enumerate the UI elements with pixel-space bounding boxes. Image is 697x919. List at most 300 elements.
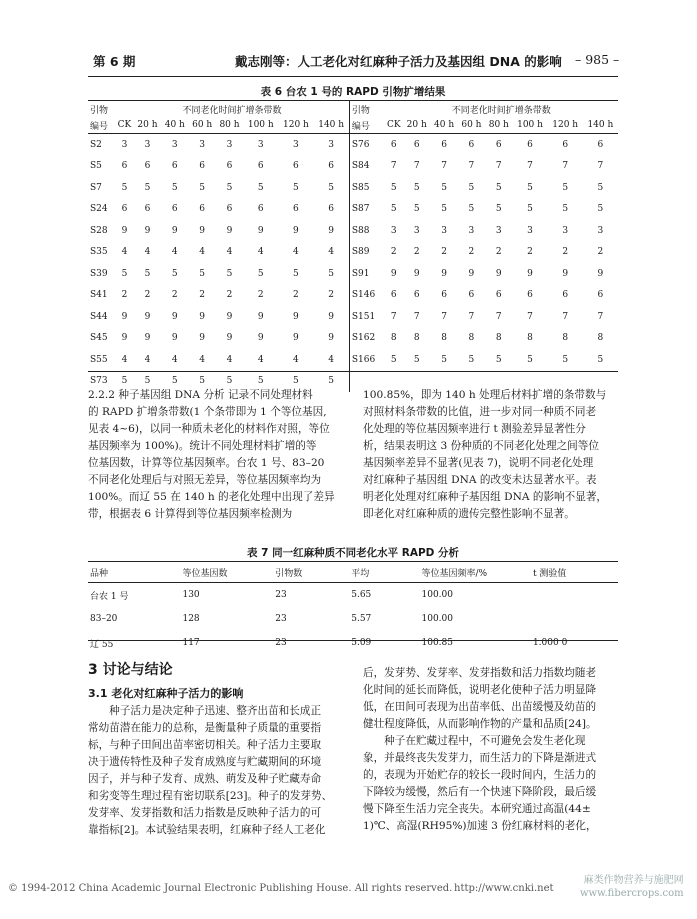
band-count: 6	[314, 156, 350, 178]
band-count: 5	[171, 182, 178, 193]
band-count: 6	[468, 139, 475, 150]
group-label-right: 不同老化时间扩增条带数	[451, 105, 551, 116]
band-count: 2	[121, 290, 128, 301]
band-count: 5	[468, 182, 475, 193]
band-count: 7	[413, 161, 420, 172]
text-line: 100.85%，即为 140 h 处理后材料扩增的条带数与	[363, 389, 607, 401]
band-count: 5	[390, 204, 397, 215]
band-count: 5	[314, 177, 350, 199]
band-count: 6	[199, 204, 206, 215]
table7-cell: 台农 1 号	[90, 591, 129, 602]
text-line: 标，与种子田间出苗率密切相关。种子活力主要取	[88, 739, 322, 751]
band-count: 9	[562, 268, 569, 279]
table7	[88, 562, 618, 655]
band-count: 8	[468, 333, 475, 344]
band-count: 2	[171, 290, 178, 301]
band-count: 5	[171, 268, 178, 279]
band-count: 3	[314, 134, 350, 156]
id-label-right: 编号	[349, 117, 384, 134]
band-count: 5	[121, 376, 128, 387]
band-count: 2	[226, 290, 233, 301]
text-line: 的 RAPD 扩增条带数(1 个条带即为 1 个等位基因,	[88, 406, 327, 418]
band-count: 3	[121, 139, 128, 150]
band-count: 5	[495, 182, 502, 193]
band-count: 2	[468, 247, 475, 258]
table-row	[88, 199, 618, 221]
band-count: 3	[413, 225, 420, 236]
section-2-2-2-left	[88, 387, 344, 523]
table7-cell: 130	[182, 590, 200, 600]
primer-id: S146	[351, 290, 376, 301]
section-3-heading: 3 讨论与结论	[88, 662, 173, 678]
band-count: 4	[171, 247, 178, 258]
band-count: 5	[441, 204, 447, 215]
band-count: 2	[527, 247, 533, 258]
table7-cell: 83–20	[90, 614, 118, 624]
primer-id: S85	[351, 182, 370, 193]
band-count: 5	[121, 268, 128, 279]
col-header: 40 h	[161, 117, 188, 134]
table7-caption: 表 7 同一红麻种质不同老化水平 RAPD 分析	[246, 547, 460, 559]
band-count: 4	[199, 247, 206, 258]
text-line: 种子活力是决定种子迅速、整齐出苗和长成正	[88, 705, 322, 717]
band-count: 5	[390, 354, 397, 365]
primer-id: S35	[90, 247, 108, 258]
text-line: 2.2.2 种子基因组 DNA 分析 记录不同处理材料	[88, 389, 313, 401]
table7-cell: 1.000 0	[532, 638, 568, 648]
text-line: 化处理的等位基因频率进行 t 测验差异显著性分	[363, 423, 586, 435]
band-count: 5	[226, 182, 233, 193]
band-count: 6	[495, 290, 502, 301]
table-row	[88, 349, 618, 371]
col-header: 品种	[88, 562, 180, 583]
col-header: 100 h	[512, 117, 547, 134]
col-header: 20 h	[134, 117, 161, 134]
band-count: 5	[314, 263, 350, 285]
col-header: CK	[384, 117, 403, 134]
text-line: 下降较为缓慢，然后有一个快速下降阶段，最后缓	[363, 786, 597, 798]
band-count: 2	[562, 247, 569, 258]
text-line: 见表 4~6)，以同一种质未老化的材料作对照，等位	[88, 423, 330, 435]
band-count: 5	[495, 354, 502, 365]
text-line: 后，发芽势、发芽率、发芽指数和活力指数均随老	[363, 667, 597, 679]
band-count: 6	[314, 199, 350, 221]
primer-id: S41	[90, 290, 108, 301]
table-row	[88, 607, 618, 631]
band-count: 7	[468, 161, 475, 172]
table-row	[88, 285, 618, 307]
primer-id: S73	[90, 376, 108, 387]
band-count: 6	[121, 204, 128, 215]
table7-cell: 辽 55	[90, 639, 114, 650]
band-count: 5	[413, 182, 420, 193]
table7-cell: 100.00	[421, 590, 453, 600]
band-count: 9	[144, 311, 151, 322]
band-count: 5	[144, 182, 151, 193]
primer-id: S2	[90, 139, 102, 150]
band-count: 3	[562, 225, 569, 236]
section-3-1-left	[88, 703, 344, 839]
primer-id: S84	[351, 161, 370, 172]
col-header: 140 h	[583, 117, 618, 134]
band-count: 9	[171, 311, 178, 322]
col-header: 80 h	[216, 117, 243, 134]
band-count: 5	[527, 204, 533, 215]
band-count: 4	[199, 354, 206, 365]
primer-id: S55	[90, 354, 108, 365]
band-count: 9	[314, 306, 350, 328]
text-line: 对照材料条带数的比值，进一步对同一种质不同老	[363, 406, 597, 418]
band-count: 5	[562, 204, 569, 215]
text-line: 和劣变等生理过程有密切联系[23]。种子的发芽势、	[88, 790, 333, 802]
col-header: 等位基因频率/%	[420, 562, 531, 583]
table7-cell: 23	[275, 590, 287, 600]
band-count: 8	[390, 333, 397, 344]
band-count: 6	[257, 161, 264, 172]
band-count: 2	[495, 247, 502, 258]
band-count: 5	[413, 354, 420, 365]
col-header: 等位基因数	[180, 562, 273, 583]
band-count: 6	[171, 204, 178, 215]
band-count: 4	[314, 242, 350, 264]
band-count: 7	[390, 311, 397, 322]
band-count: 4	[121, 354, 128, 365]
col-header: 60 h	[188, 117, 215, 134]
band-count: 7	[597, 311, 604, 322]
band-count: 9	[171, 225, 178, 236]
band-count: 6	[257, 204, 264, 215]
col-header: 120 h	[548, 117, 583, 134]
band-count: 5	[597, 354, 604, 365]
band-count: 5	[468, 354, 475, 365]
band-count: 5	[562, 354, 569, 365]
band-count: 9	[199, 311, 206, 322]
band-count: 6	[226, 161, 233, 172]
table6	[88, 101, 618, 392]
table7-cell: 23	[275, 614, 287, 624]
table-row	[88, 242, 618, 264]
band-count: 7	[468, 311, 475, 322]
primer-id: S39	[90, 268, 108, 279]
band-count: 5	[144, 268, 151, 279]
band-count: 7	[562, 311, 569, 322]
band-count: 9	[257, 311, 264, 322]
band-count: 5	[144, 376, 151, 387]
band-count: 5	[597, 182, 604, 193]
band-count: 6	[171, 161, 178, 172]
band-count: 9	[121, 333, 128, 344]
band-count: 3	[293, 139, 299, 150]
text-line: 不同老化处理后与对照无差异，等位基因频率均为	[88, 474, 322, 486]
primer-id: S89	[351, 247, 370, 258]
band-count: 6	[121, 161, 128, 172]
band-count: 6	[468, 290, 475, 301]
band-count: 7	[441, 311, 447, 322]
text-line: 100%。而辽 55 在 140 h 的老化处理中出现了差异	[88, 491, 335, 503]
band-count: 5	[199, 376, 206, 387]
section-3-1-heading: 3.1 老化对红麻种子活力的影响	[88, 687, 244, 700]
band-count: 9	[257, 333, 264, 344]
table-row	[88, 177, 618, 199]
table6-bottom-rule	[88, 371, 618, 372]
band-count: 5	[495, 204, 502, 215]
band-count: 6	[413, 290, 420, 301]
group-label-left: 不同老化时间扩增条带数	[115, 101, 349, 117]
table7-cell: 23	[275, 638, 287, 648]
col-header: 100 h	[243, 117, 278, 134]
primer-id: S5	[90, 161, 102, 172]
primer-id: S45	[90, 333, 108, 344]
band-count: 9	[257, 225, 264, 236]
col-header: 80 h	[485, 117, 512, 134]
band-count: 9	[293, 311, 299, 322]
band-count: 5	[293, 376, 299, 387]
table7-header-row	[88, 562, 618, 583]
band-count: 9	[226, 333, 233, 344]
band-count: 5	[527, 182, 533, 193]
band-count: 2	[413, 247, 420, 258]
text-line: 象，并最终丧失发芽力，而生活力的下降是渐进式	[363, 752, 597, 764]
band-count: 7	[527, 161, 533, 172]
band-count: 9	[226, 225, 233, 236]
watermark-line-2: www.fibercrops.com	[580, 888, 684, 899]
primer-id: S87	[351, 204, 370, 215]
col-header: 20 h	[403, 117, 430, 134]
band-count: 9	[527, 268, 533, 279]
table7-cell: 117	[182, 638, 200, 648]
primer-label: 引物	[90, 105, 109, 116]
col-header: CK	[115, 117, 134, 134]
table-row	[88, 156, 618, 178]
watermark	[580, 874, 684, 900]
band-count: 7	[495, 311, 502, 322]
band-count: 5	[413, 204, 420, 215]
text-line: 1)℃、高湿(RH95%)加速 3 份红麻材料的老化，	[363, 820, 597, 832]
table6-header-row-1	[88, 101, 618, 117]
band-count: 5	[293, 268, 299, 279]
table-row	[88, 631, 618, 655]
band-count: 2	[441, 247, 447, 258]
band-count: 6	[144, 204, 151, 215]
band-count: 2	[390, 247, 397, 258]
col-header: 40 h	[430, 117, 457, 134]
band-count: 6	[390, 139, 397, 150]
band-count: 5	[226, 376, 233, 387]
table7-bottom-rule	[88, 640, 618, 641]
text-line: 慢下降至生活力完全丧失。本研究通过高温(44±	[363, 803, 591, 815]
band-count: 3	[527, 225, 533, 236]
band-count: 6	[413, 139, 420, 150]
primer-id: S91	[351, 268, 370, 279]
text-line: 带，根据表 6 计算得到等位基因频率检测为	[88, 508, 293, 520]
band-count: 4	[226, 354, 233, 365]
band-count: 7	[390, 161, 397, 172]
table7-cell: 100.00	[421, 614, 453, 624]
band-count: 9	[144, 333, 151, 344]
table-row	[88, 583, 618, 608]
table7-cell: 5.65	[351, 590, 372, 600]
band-count: 7	[413, 311, 420, 322]
band-count: 6	[527, 290, 533, 301]
band-count: 6	[441, 139, 447, 150]
band-count: 9	[390, 268, 397, 279]
band-count: 9	[597, 268, 604, 279]
band-count: 5	[441, 354, 447, 365]
text-line: 发芽率、发芽指数和活力指数是反映种子活力的可	[88, 807, 322, 819]
primer-id: S162	[351, 333, 376, 344]
copyright-text: © 1994-2012 China Academic Journal Electronic Publishing House. All rights reserved.	[8, 883, 453, 894]
text-line: 对红麻种子基因组 DNA 的改变未达显著水平。表	[363, 474, 597, 486]
col-header: 平均	[349, 562, 419, 583]
primer-id: S88	[351, 225, 370, 236]
band-count: 4	[121, 247, 128, 258]
section-3-1-right	[363, 665, 619, 835]
band-count: 5	[390, 182, 397, 193]
primer-id: S28	[90, 225, 108, 236]
band-count: 6	[527, 139, 533, 150]
band-count: 3	[144, 139, 151, 150]
table7-cell	[531, 583, 618, 608]
band-count: 3	[468, 225, 475, 236]
band-count: 3	[597, 225, 604, 236]
band-count: 5	[199, 268, 206, 279]
primer-id: S24	[90, 204, 108, 215]
band-count: 9	[441, 268, 447, 279]
band-count: 9	[413, 268, 420, 279]
text-line: 决于遗传特性及种子发育成熟度与贮藏期间的环境	[88, 756, 322, 768]
text-line: 健壮程度降低，从而影响作物的产量和品质[24]。	[363, 718, 597, 730]
band-count: 5	[171, 376, 178, 387]
band-count: 6	[562, 139, 569, 150]
band-count: 7	[441, 161, 447, 172]
band-count: 3	[495, 225, 502, 236]
col-header: t 测验值	[531, 562, 618, 583]
band-count: 4	[314, 349, 350, 371]
table-row	[88, 328, 618, 350]
band-count: 3	[171, 139, 178, 150]
band-count: 9	[171, 333, 178, 344]
band-count: 9	[314, 220, 350, 242]
band-count: 8	[527, 333, 533, 344]
header-rule	[88, 76, 618, 77]
table7-cell: 5.09	[351, 638, 372, 648]
watermark-line-1: 麻类作物营养与施肥网	[583, 875, 684, 886]
band-count: 6	[597, 139, 604, 150]
col-header: 120 h	[278, 117, 313, 134]
band-count: 5	[257, 376, 264, 387]
band-count: 5	[314, 371, 350, 393]
text-line: 即老化对红麻种质的遗传完整性影响不显著。	[363, 508, 575, 520]
table6-caption: 表 6 台农 1 号的 RAPD 引物扩增结果	[260, 86, 446, 98]
text-line: 化时间的延长而降低，说明老化使种子活力明显降	[363, 684, 597, 696]
col-header: 60 h	[458, 117, 485, 134]
table7-cell: 5.57	[351, 614, 372, 624]
primer-id: S44	[90, 311, 108, 322]
band-count: 9	[495, 268, 502, 279]
band-count: 6	[226, 204, 233, 215]
band-count: 8	[597, 333, 604, 344]
text-line: 的，表现为开始贮存的较长一段时间内，生活力的	[363, 769, 597, 781]
band-count: 6	[562, 290, 569, 301]
band-count: 7	[495, 161, 502, 172]
band-count: 9	[293, 225, 299, 236]
band-count: 9	[293, 333, 299, 344]
band-count: 8	[562, 333, 569, 344]
table-row	[88, 306, 618, 328]
primer-id: S151	[351, 311, 376, 322]
band-count: 4	[293, 247, 299, 258]
band-count: 3	[226, 139, 233, 150]
band-count: 9	[121, 311, 128, 322]
table-row	[88, 220, 618, 242]
band-count: 5	[597, 204, 604, 215]
band-count: 6	[495, 139, 502, 150]
band-count: 7	[527, 311, 533, 322]
band-count: 4	[226, 247, 233, 258]
cnki-link[interactable]: http://www.cnki.net	[454, 883, 554, 894]
primer-id: S7	[90, 182, 102, 193]
band-count: 5	[226, 268, 233, 279]
band-count: 3	[441, 225, 447, 236]
band-count: 3	[199, 139, 206, 150]
text-line: 低，在田间可表现为出苗率低、出苗缓慢及幼苗的	[363, 701, 597, 713]
band-count: 5	[121, 182, 128, 193]
band-count: 4	[171, 354, 178, 365]
band-count: 4	[257, 247, 264, 258]
band-count: 9	[199, 225, 206, 236]
table7-cell: 100.85	[421, 638, 453, 648]
band-count: 5	[199, 182, 206, 193]
text-line: 析，结果表明这 3 份种质的不同老化处理之间等位	[363, 440, 599, 452]
id-label: 编号	[88, 117, 115, 134]
table6-header-row-2	[88, 117, 618, 134]
table7-cell: 128	[182, 614, 200, 624]
band-count: 6	[441, 290, 447, 301]
band-count: 5	[562, 182, 569, 193]
text-line: 基因频率差异不显著(见表 7)，说明不同老化处理	[363, 457, 594, 469]
band-count: 6	[390, 290, 397, 301]
col-header: 引物数	[273, 562, 349, 583]
issue-number: 第 6 期	[93, 54, 136, 69]
band-count: 2	[597, 247, 604, 258]
band-count: 2	[257, 290, 264, 301]
table-row	[88, 134, 618, 156]
band-count: 8	[413, 333, 420, 344]
band-count: 7	[562, 161, 569, 172]
band-count: 9	[121, 225, 128, 236]
text-line: 种子在贮藏过程中，不可避免会发生老化现	[363, 735, 586, 747]
text-line: 位基因数，计算等位基因频率。台农 1 号、83–20	[88, 457, 325, 469]
band-count: 9	[144, 225, 151, 236]
band-count: 4	[144, 354, 151, 365]
band-count: 4	[144, 247, 151, 258]
band-count: 6	[144, 161, 151, 172]
band-count: 4	[257, 354, 264, 365]
band-count: 2	[199, 290, 206, 301]
band-count: 5	[527, 354, 533, 365]
band-count: 9	[314, 328, 350, 350]
band-count: 5	[257, 268, 264, 279]
text-line: 基因频率为 100%)。统计不同处理材料扩增的等	[88, 440, 317, 452]
text-line: 明老化处理对红麻种子基因组 DNA 的影响不显著，	[363, 491, 608, 503]
band-count: 6	[293, 204, 299, 215]
band-count: 4	[293, 354, 299, 365]
band-count: 9	[468, 268, 475, 279]
band-count: 5	[293, 182, 299, 193]
text-line: 靠指标[2]。本试验结果表明，红麻种子经人工老化	[88, 824, 326, 836]
band-count: 6	[199, 161, 206, 172]
band-count: 3	[257, 139, 264, 150]
